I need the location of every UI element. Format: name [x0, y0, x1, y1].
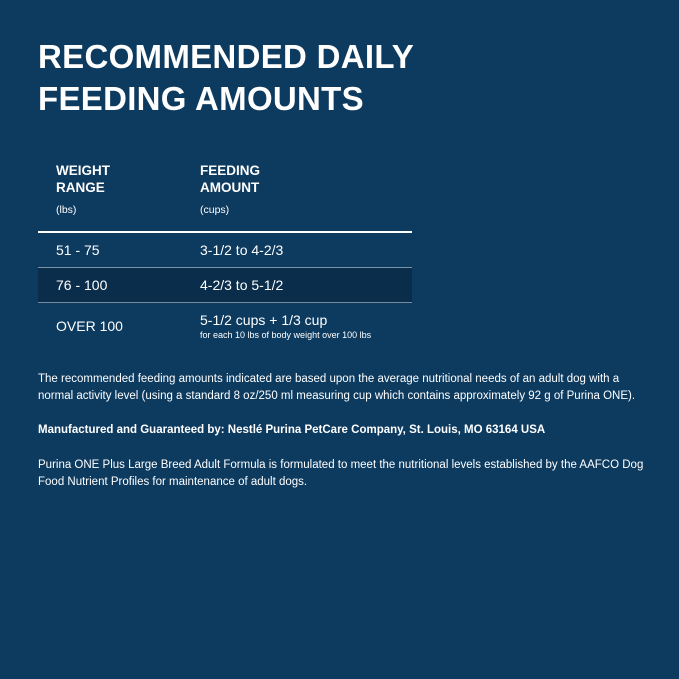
cell-weight-range: 51 - 75	[38, 232, 182, 268]
column-header-weight-range	[38, 149, 182, 232]
cell-feeding-amount	[182, 268, 412, 303]
cell-feeding-amount-value: 3-1/2 to 4-2/3	[200, 242, 284, 259]
cell-feeding-amount-value: 5-1/2 cups + 1/3 cup	[200, 312, 328, 329]
column-header-feeding-amount-line-1: FEEDING	[200, 163, 261, 179]
column-header-weight-range-unit: (lbs)	[56, 203, 77, 216]
cell-weight-range: 76 - 100	[38, 268, 182, 303]
note-aafco: Purina ONE Plus Large Breed Adult Formula is formulated to meet the nutritional levels established by the AAFCO Dog Food Nutrient Profiles for maintenance of adult dogs.	[38, 458, 644, 489]
table-body	[38, 232, 412, 349]
page-title-line-1: RECOMMENDED DAILY	[38, 38, 415, 75]
note-manufacturer: Manufactured and Guaranteed by: Nestlé Purina PetCare Company, St. Louis, MO 63164 USA	[38, 423, 546, 436]
table-header-row	[38, 149, 412, 232]
table-row	[38, 268, 412, 303]
cell-weight-range: OVER 100	[56, 318, 123, 335]
page-title	[38, 0, 641, 119]
cell-feeding-amount	[182, 303, 412, 350]
column-header-feeding-amount	[182, 149, 412, 232]
note-recommendation: The recommended feeding amounts indicated are based upon the average nutritional needs of an adult dog with a normal activity level (using a standard 8 oz/250 ml measuring cup which contains approximately 92 g of Purina ONE).	[38, 373, 636, 403]
column-header-weight-range-line-1: WEIGHT	[56, 163, 110, 179]
cell-feeding-amount-value: 4-2/3 to 5-1/2	[200, 277, 284, 294]
table-row	[38, 232, 412, 268]
column-header-feeding-amount-line-2: AMOUNT	[200, 180, 260, 196]
cell-feeding-amount-note: for each 10 lbs of body weight over 100 lbs	[200, 330, 372, 341]
feeding-amounts-table	[38, 149, 412, 349]
table-row	[38, 303, 412, 350]
column-header-feeding-amount-unit: (cups)	[200, 203, 230, 216]
table-header	[38, 149, 412, 232]
page-title-line-2: FEEDING AMOUNTS	[38, 79, 364, 117]
cell-feeding-amount	[182, 232, 412, 268]
footnotes	[38, 371, 650, 491]
column-header-weight-range-line-2: RANGE	[56, 180, 105, 196]
